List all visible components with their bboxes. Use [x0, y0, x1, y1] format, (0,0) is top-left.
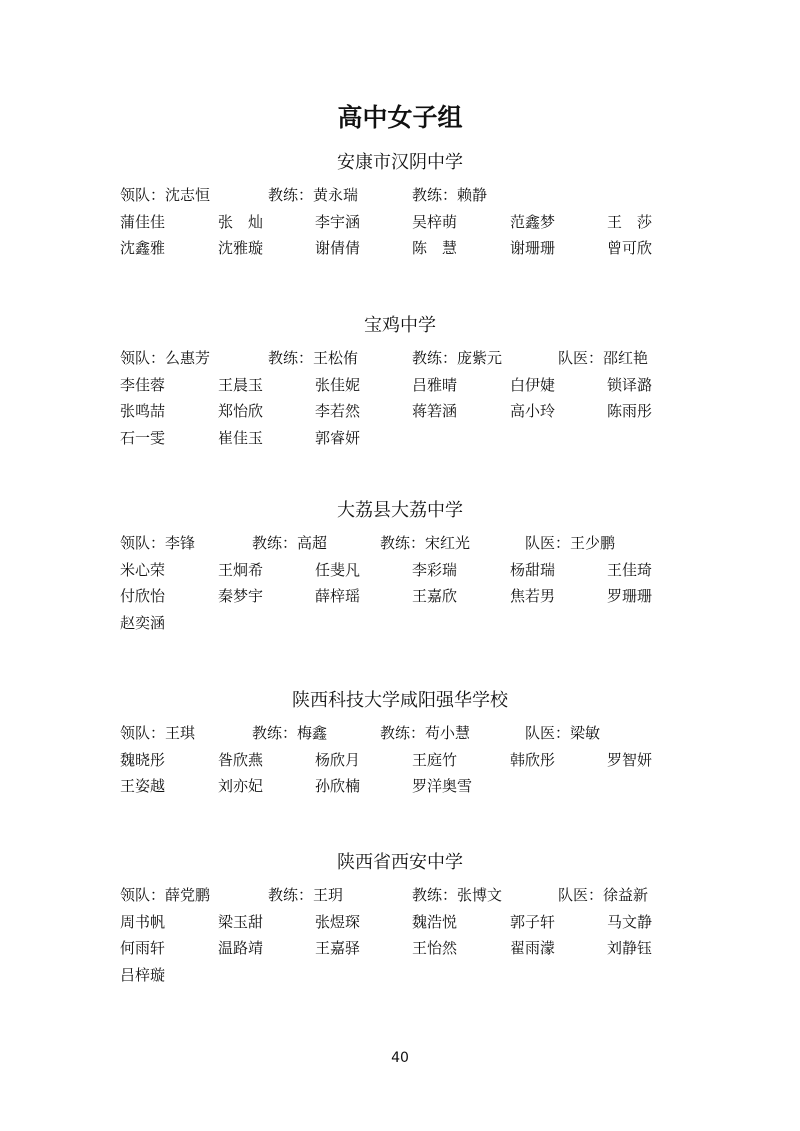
player-name: 王怡然	[412, 939, 458, 957]
school-name: 陕西科技大学咸阳强华学校	[292, 690, 508, 711]
player-name: 焦若男	[510, 587, 556, 605]
player-name: 刘静钰	[607, 939, 653, 957]
staff-member: 教练：宋红光	[380, 534, 471, 552]
player-name: 谢倩倩	[315, 239, 361, 257]
player-name: 罗智妍	[607, 750, 653, 769]
player-row	[0, 427, 800, 449]
player-name: 米心荣	[120, 560, 166, 579]
player-name: 谢珊珊	[510, 239, 556, 257]
player-name: 韩欣彤	[510, 750, 556, 769]
school-name: 陕西省西安中学	[337, 852, 463, 873]
staff-member: 队医：梁敏	[525, 724, 601, 742]
staff-member: 教练：苟小慧	[380, 724, 471, 742]
staff-member: 教练：王玥	[268, 886, 344, 904]
player-name: 梁玉甜	[218, 912, 264, 931]
player-name: 王 莎	[607, 212, 653, 231]
player-name: 陈 慧	[412, 239, 458, 257]
player-name: 陈雨彤	[607, 402, 653, 420]
school-name: 宝鸡中学	[364, 315, 436, 336]
player-name: 锁译潞	[607, 375, 653, 394]
school-name: 大荔县大荔中学	[337, 500, 463, 521]
staff-member: 教练：黄永瑞	[268, 186, 359, 204]
staff-member: 教练：庞紫元	[412, 349, 503, 367]
player-name: 石一雯	[120, 428, 166, 447]
player-name: 王炯希	[218, 560, 264, 579]
player-name: 曾可欣	[607, 239, 653, 257]
player-name: 周书帆	[120, 912, 166, 931]
player-name: 王晨玉	[218, 375, 264, 394]
player-name: 李彩瑞	[412, 560, 458, 579]
player-name: 王佳琦	[607, 560, 653, 579]
player-name: 赵奕涵	[120, 613, 166, 632]
player-name: 刘亦妃	[218, 777, 264, 795]
staff-row	[0, 722, 800, 744]
player-row	[0, 749, 800, 771]
player-name: 秦梦宇	[218, 587, 264, 605]
player-name: 蒋箬涵	[412, 402, 458, 420]
staff-member: 队医：王少鹏	[525, 534, 616, 552]
player-name: 王姿越	[120, 777, 166, 795]
player-name: 翟雨濛	[510, 939, 556, 957]
player-name: 吕雅晴	[412, 375, 458, 394]
player-name: 温路靖	[218, 939, 264, 957]
player-name: 魏晓彤	[120, 750, 166, 769]
player-name: 蒲佳佳	[120, 212, 166, 231]
staff-member: 领队：沈志恒	[120, 186, 211, 204]
staff-member: 教练：梅鑫	[252, 724, 328, 742]
player-row	[0, 937, 800, 959]
staff-member: 队医：徐益新	[558, 886, 649, 904]
player-name: 吕梓璇	[120, 965, 166, 984]
player-name: 罗洋奥雪	[412, 777, 473, 795]
player-name: 王嘉驿	[315, 939, 361, 957]
staff-row	[0, 184, 800, 206]
player-row	[0, 400, 800, 422]
school-name: 安康市汉阴中学	[337, 152, 463, 173]
player-name: 张鸣喆	[120, 402, 166, 420]
player-row	[0, 211, 800, 233]
player-name: 沈鑫雅	[120, 239, 166, 257]
player-name: 范鑫梦	[510, 212, 556, 231]
staff-row	[0, 532, 800, 554]
player-name: 昝欣燕	[218, 750, 264, 769]
player-name: 李宇涵	[315, 212, 361, 231]
staff-member: 教练：王松侑	[268, 349, 359, 367]
staff-member: 领队：薛党鹏	[120, 886, 211, 904]
player-name: 沈雅璇	[218, 239, 264, 257]
staff-member: 领队：王琪	[120, 724, 196, 742]
player-name: 郑怡欣	[218, 402, 264, 420]
staff-member: 领队：李锋	[120, 534, 196, 552]
player-name: 杨欣月	[315, 750, 361, 769]
staff-row	[0, 884, 800, 906]
player-name: 崔佳玉	[218, 428, 264, 447]
player-name: 张煜琛	[315, 912, 361, 931]
player-name: 孙欣楠	[315, 777, 361, 795]
player-name: 郭睿妍	[315, 428, 361, 447]
page-number: 40	[391, 1050, 409, 1066]
staff-row	[0, 347, 800, 369]
player-name: 王庭竹	[412, 750, 458, 769]
player-row	[0, 559, 800, 581]
page-title: 高中女子组	[337, 103, 463, 132]
staff-member: 队医：邵红艳	[558, 349, 649, 367]
staff-member: 教练：赖静	[412, 186, 488, 204]
player-name: 薛梓瑶	[315, 587, 361, 605]
player-name: 吴梓萌	[412, 212, 458, 231]
player-name: 张佳妮	[315, 375, 361, 394]
player-name: 罗珊珊	[607, 587, 653, 605]
player-name: 高小玲	[510, 402, 556, 420]
player-row	[0, 585, 800, 607]
player-name: 王嘉欣	[412, 587, 458, 605]
staff-member: 教练：高超	[252, 534, 328, 552]
player-row	[0, 612, 800, 634]
player-name: 马文静	[607, 912, 653, 931]
player-name: 任斐凡	[315, 560, 361, 579]
player-row	[0, 964, 800, 986]
player-row	[0, 237, 800, 259]
player-name: 郭子轩	[510, 912, 556, 931]
staff-member: 教练：张博文	[412, 886, 503, 904]
player-name: 魏浩悦	[412, 912, 458, 931]
player-row	[0, 775, 800, 797]
player-name: 张 灿	[218, 212, 264, 231]
player-name: 杨甜瑞	[510, 560, 556, 579]
player-row	[0, 374, 800, 396]
player-row	[0, 911, 800, 933]
staff-member: 领队：么惠芳	[120, 349, 211, 367]
player-name: 付欣怡	[120, 587, 166, 605]
player-name: 白伊婕	[510, 375, 556, 394]
player-name: 李若然	[315, 402, 361, 420]
player-name: 何雨轩	[120, 939, 166, 957]
player-name: 李佳蓉	[120, 375, 166, 394]
